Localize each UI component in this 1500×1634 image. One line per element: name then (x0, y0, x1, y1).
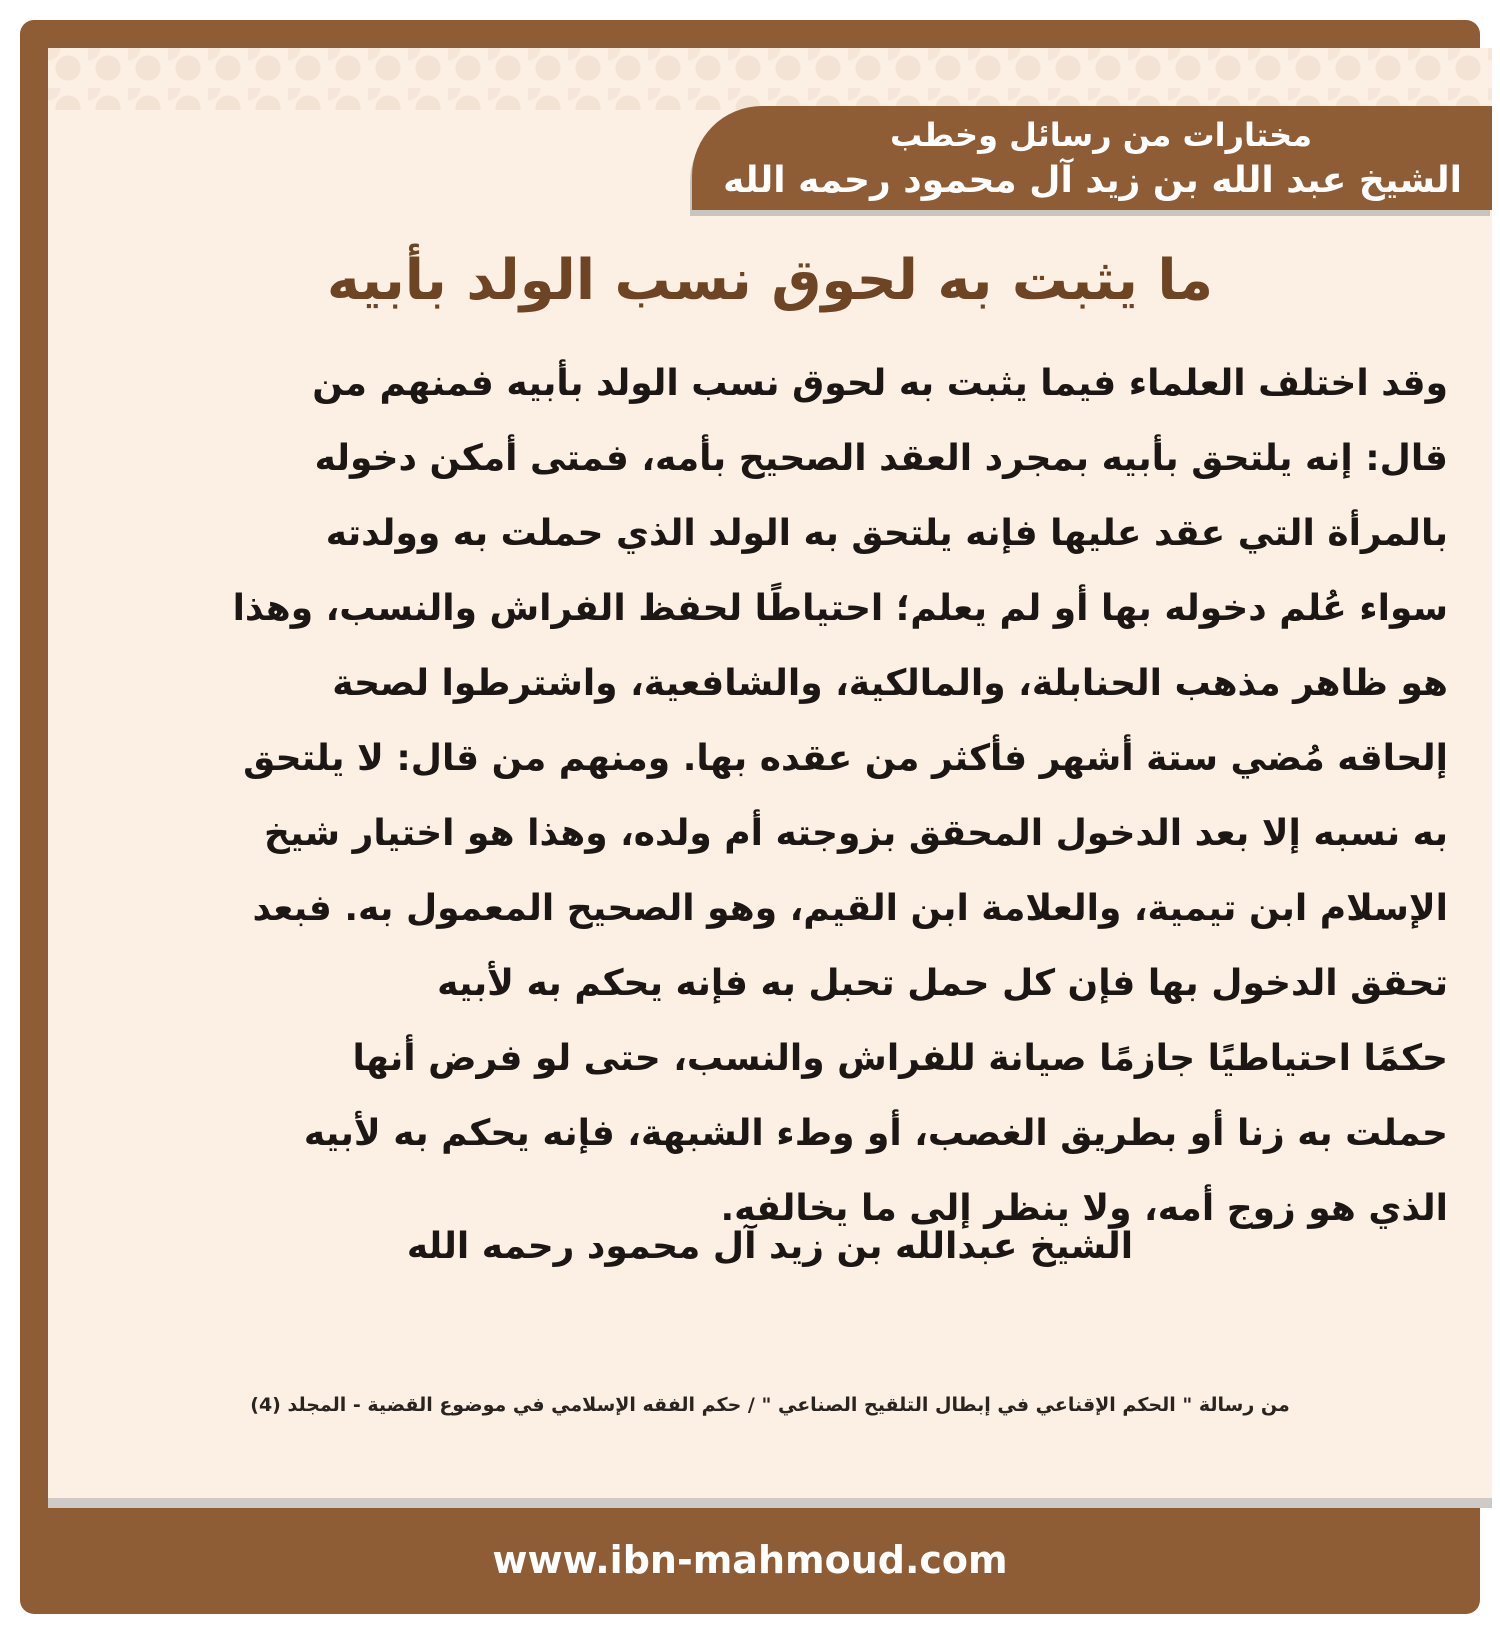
body-line: وقد اختلف العلماء فيما يثبت به لحوق نسب الولد بأبيه فمنهم من (312, 363, 1448, 404)
body-line: بالمرأة التي عقد عليها فإنه يلتحق به الولد الذي حملت به وولدته (325, 513, 1448, 554)
source-citation: من رسالة " الحكم الإقناعي في إبطال التلقيح الصناعي " / حكم الفقه الإسلامي في موضوع القضية - المجلد (4) (250, 1394, 1290, 1416)
body-line: به نسبه إلا بعد الدخول المحقق بزوجته أم ولده، وهذا هو اختيار شيخ (264, 813, 1448, 854)
body-line: تحقق الدخول بها فإن كل حمل تحبل به فإنه يحكم به لأبيه (437, 963, 1448, 1004)
body-paragraph (148, 346, 1448, 1246)
body-line: سواء عُلم دخوله بها أو لم يعلم؛ احتياطًا لحفظ الفراش والنسب، وهذا (232, 588, 1448, 629)
footer-website-link[interactable]: www.ibn-mahmoud.com (492, 1538, 1008, 1582)
body-line: قال: إنه يلتحق بأبيه بمجرد العقد الصحيح بأمه، فمتى أمكن دخوله (314, 438, 1448, 479)
header-author-name: الشيخ عبد الله بن زيد آل محمود رحمه الله (723, 160, 1462, 201)
body-line: حكمًا احتياطيًا جازمًا صيانة للفراش والنسب، حتى لو فرض أنها (352, 1038, 1448, 1079)
header-banner (692, 106, 1492, 210)
header-series-title: مختارات من رسائل وخطب (889, 116, 1312, 154)
body-line: إلحاقه مُضي ستة أشهر فأكثر من عقده بها. ومنهم من قال: لا يلتحق (243, 738, 1448, 779)
page-title: ما يثبت به لحوق نسب الولد بأبيه (326, 248, 1214, 313)
content-bottom-edge (48, 1498, 1492, 1508)
card-content (48, 48, 1492, 1508)
card-frame (20, 20, 1480, 1614)
body-line: هو ظاهر مذهب الحنابلة، والمالكية، والشافعية، واشترطوا لصحة (332, 663, 1448, 704)
body-line: الذي هو زوج أمه، ولا ينظر إلى ما يخالفه. (720, 1188, 1448, 1229)
author-signature: الشيخ عبدالله بن زيد آل محمود رحمه الله (406, 1226, 1134, 1267)
decorative-pattern (48, 48, 1492, 110)
body-line: حملت به زنا أو بطريق الغصب، أو وطء الشبهة، فإنه يحكم به لأبيه (303, 1113, 1448, 1154)
body-line: الإسلام ابن تيمية، والعلامة ابن القيم، وهو الصحيح المعمول به. فبعد (252, 888, 1448, 929)
